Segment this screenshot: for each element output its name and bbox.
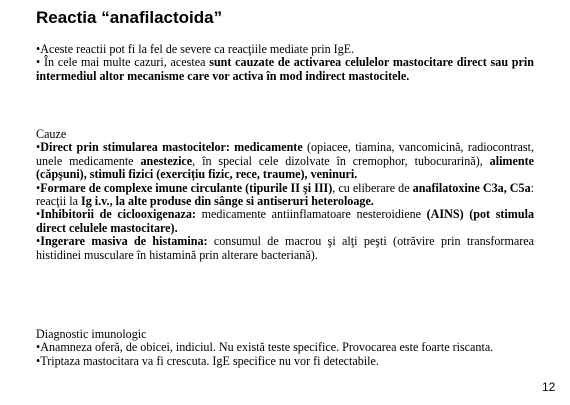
cause-item-direct-stimulation bbox=[36, 141, 534, 181]
cause-item-cox-inhibitors bbox=[36, 208, 534, 235]
slide-title: Reactia “anafilactoida” bbox=[36, 8, 223, 27]
intro-text: În cele mai multe cazuri, acestea bbox=[40, 55, 210, 70]
intro-paragraph-2 bbox=[36, 56, 534, 83]
cause-item-histamine-ingestion bbox=[36, 235, 534, 262]
cause-text: (opiacee, tiamina, vancomicină, radiocontrast, unele medicamente bbox=[36, 140, 534, 168]
cause-text: consumul de macrou şi alţi peşti (otrăvire prin transformarea histidinei musculare în histamină prin alterare bacteriană). bbox=[36, 234, 534, 262]
bullet: • bbox=[36, 234, 41, 249]
diagnostic-heading: Diagnostic imunologic bbox=[36, 327, 147, 341]
cause-emphasis: (AINS) (pot stimula direct celulele mastocitare). bbox=[36, 207, 534, 235]
cause-emphasis: Ingerare masiva de histamina: bbox=[40, 234, 208, 249]
diagnostic-paragraph-1: •Anamneza oferă, de obicei, indiciul. Nu există teste specifice. Provocarea este foarte riscanta. bbox=[36, 340, 494, 355]
cause-emphasis: alimente (căpşuni), stimuli fizici (exercițiu fizic, rece, traume), veninuri. bbox=[36, 153, 534, 182]
cause-text: medicamente antiinflamatoare nesteroidiene bbox=[195, 207, 427, 222]
causes-section bbox=[36, 128, 534, 262]
cause-item-immune-complexes bbox=[36, 182, 534, 209]
cause-emphasis: Formare de complexe imune circulante (tipurile II şi III) bbox=[40, 180, 333, 195]
bullet: • bbox=[36, 55, 41, 70]
page-number: 12 bbox=[542, 380, 556, 394]
intro-emphasis: sunt cauzate de activarea celulelor mastocitare direct sau prin intermediul altor mecanisme care vor activa în mod indirect mastocitele. bbox=[36, 55, 534, 83]
bullet: • bbox=[36, 207, 41, 222]
diagnostic-section bbox=[36, 328, 534, 368]
cause-emphasis: Ig i.v., la alte produse din sânge si antiseruri heteroloage. bbox=[81, 194, 374, 209]
diagnostic-paragraph-2: •Triptaza mastocitara va fi crescuta. IgE specifice nu vor fi detectabile. bbox=[36, 353, 379, 368]
intro-paragraph-1: •Aceste reactii pot fi la fel de severe ca reacţiile mediate prin IgE. bbox=[36, 42, 355, 56]
cause-emphasis: Inhibitorii de ciclooxigenaza: bbox=[40, 207, 196, 222]
cause-emphasis: Direct prin stimularea mastocitelor: medicamente bbox=[40, 140, 303, 155]
cause-text: : reacţii la bbox=[36, 180, 534, 209]
cause-emphasis: anestezice bbox=[140, 153, 193, 168]
bullet: • bbox=[36, 140, 41, 155]
cause-text: , în special cele dizolvate în cremophor, tubocurarină), bbox=[192, 153, 490, 168]
bullet: • bbox=[36, 180, 41, 195]
cause-emphasis: anafilatoxine C3a, C5a bbox=[412, 180, 531, 195]
causes-heading: Cauze bbox=[36, 127, 67, 141]
intro-section bbox=[36, 43, 534, 83]
cause-text: , cu eliberare de bbox=[332, 180, 413, 195]
